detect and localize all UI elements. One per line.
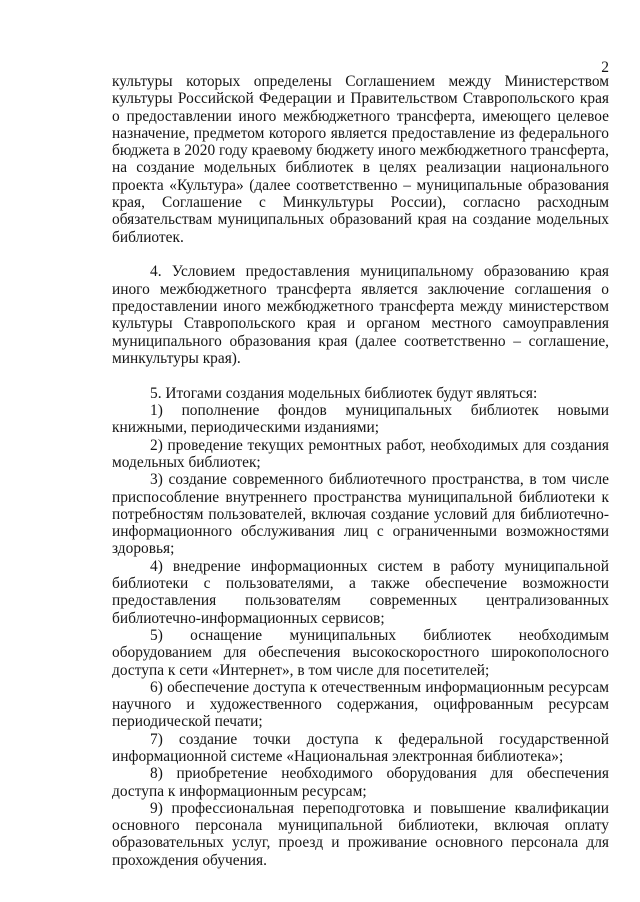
paragraph-5-heading: 5. Итогами создания модельных библиотек будут являться: (150, 384, 538, 402)
page-number: 2 (601, 59, 609, 76)
list-item-3: 3) создание современного библиотечного пространства, в том числе приспособление внутреннего пространства муниципальной библиотеки к потребностям пользователей, включая создание условий для библиотечно-информационного обслуживания лиц с ограниченными возможностями здоровья; (112, 471, 609, 558)
list-item-6: 6) обеспечение доступа к отечественным информационным ресурсам научного и художественного содержания, оцифрованным ресурсам периодической печати; (112, 678, 609, 731)
list-item-1: 1) пополнение фондов муниципальных библиотек новыми книжными, периодическими изданиями; (112, 402, 609, 437)
list-item-2: 2) проведение текущих ремонтных работ, необходимых для создания модельных библиотек; (112, 436, 609, 471)
list-item-9: 9) профессиональная переподготовка и повышение квалификации основного персонала муниципальной библиотеки, включая оплату образовательных услуг, проезд и проживание основного персонала для прохождения обучения. (112, 799, 609, 869)
list-item-7: 7) создание точки доступа к федеральной государственной информационной системе «Национальная электронная библиотека»; (112, 730, 609, 765)
document-body (112, 73, 609, 869)
list-item-4: 4) внедрение информационных систем в работу муниципальной библиотеки с пользователями, а также обеспечение возможности предоставления пользователям современных централизованных библиотечно-информационных сервисов; (112, 557, 609, 627)
list-item-8: 8) приобретение необходимого оборудования для обеспечения доступа к информационным ресурсам; (112, 765, 609, 800)
paragraph-4: 4. Условием предоставления муниципальному образованию края иного межбюджетного трансферта является заключение соглашения о предоставлении иного межбюджетного трансферта между министерством культуры Ставропольского края и органом местного самоуправления муниципального образования края (далее соответственно – соглашение, минкультуры края). (112, 263, 609, 367)
list-item-5: 5) оснащение муниципальных библиотек необходимым оборудованием для обеспечения высокоскоростного широкополосного доступа к сети «Интернет», в том числе для посетителей; (112, 626, 609, 679)
paragraph-intro: культуры которых определены Соглашением между Министерством культуры Российской Федерации и Правительством Ставропольского края о предоставлении иного межбюджетного трансферта, имеющего целевое назначение, предметом которого является предоставление из федерального бюджета в 2020 году краевому бюджету иного межбюджетного трансферта, на создание модельных библиотек в целях реализации национального проекта «Культура» (далее соответственно – муниципальные образования края, Соглашение с Минкультуры России), согласно расходным обязательствам муниципальных образований края на создание модельных библиотек. (112, 73, 609, 246)
